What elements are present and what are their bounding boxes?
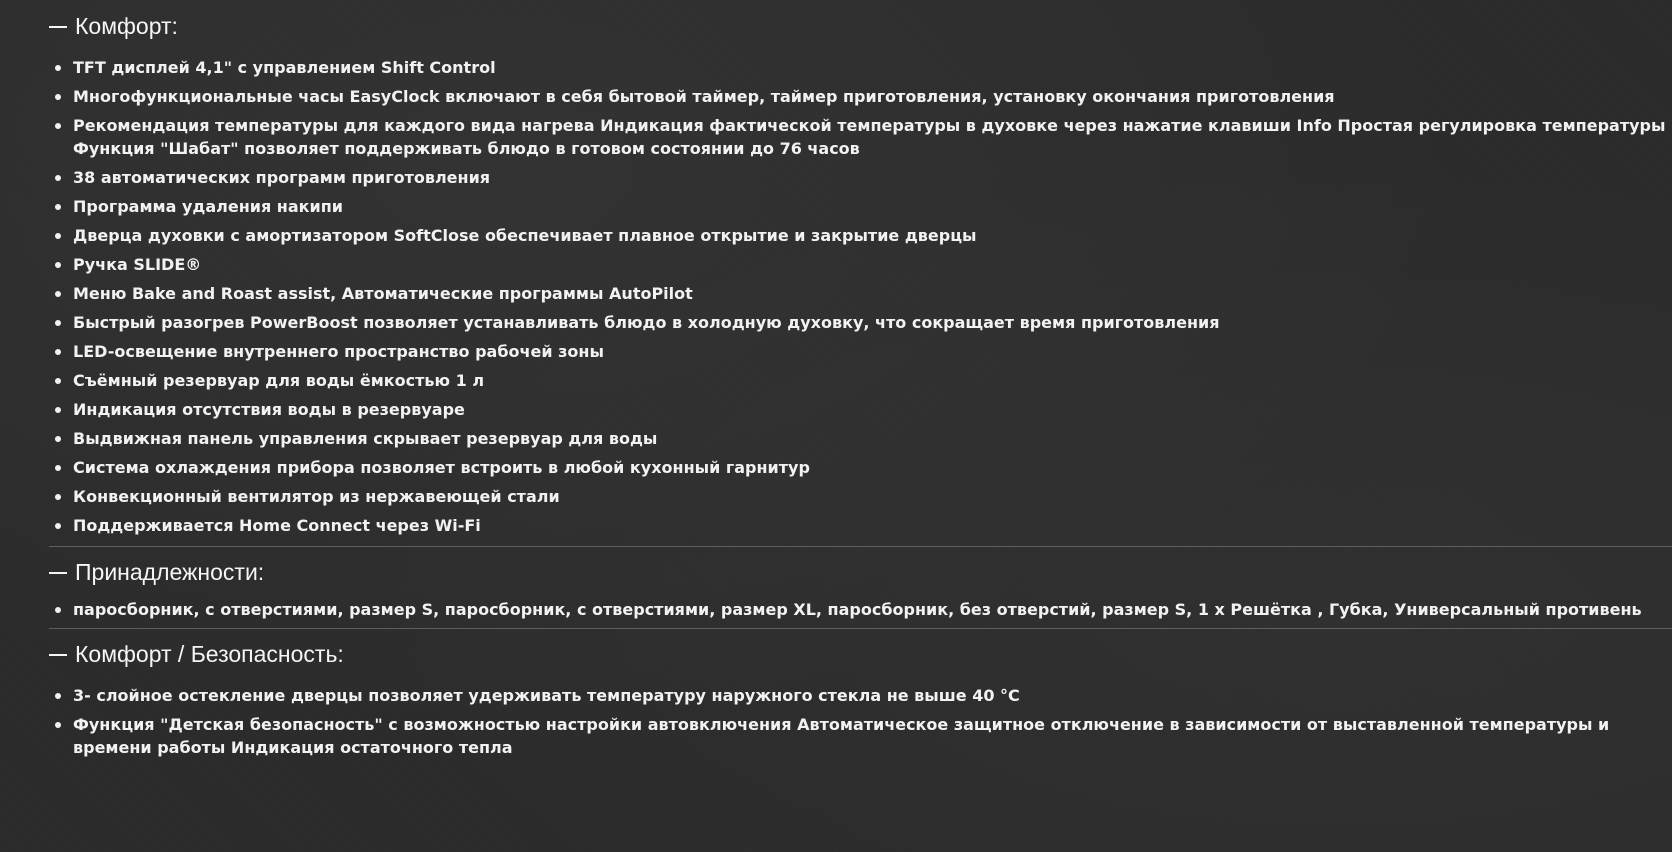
list-item-text: Многофункциональные часы EasyClock включают в себя бытовой таймер, таймер приготовления, установку окончания приготовления [73,87,1335,106]
section-header-comfort-safety[interactable] [49,629,1672,679]
section-header-accessories[interactable] [49,547,1672,597]
bullet-icon [55,523,61,529]
bullet-icon [55,320,61,326]
list-item [49,369,1672,392]
list-item-text: Поддерживается Home Connect через Wi-Fi [73,516,481,535]
list-item-text: паросборник, с отверстиями, размер S, паросборник, с отверстиями, размер XL, паросборник, без отверстий, размер S, 1 x Решётка , Губка, Универсальный противень [73,600,1642,619]
list-item [49,56,1672,79]
list-item [49,85,1672,108]
bullet-icon [55,693,61,699]
safety-list [49,679,1672,771]
section-accessories [49,546,1672,628]
list-item [49,456,1672,479]
section-comfort-safety [49,628,1672,771]
spec-page [0,1,1672,852]
bullet-icon [55,722,61,728]
bullet-icon [55,291,61,297]
list-item [49,224,1672,247]
bullet-icon [55,407,61,413]
list-item-text: Съёмный резервуар для воды ёмкостью 1 л [73,371,485,390]
list-item [49,485,1672,508]
list-item-text: Рекомендация температуры для каждого вида нагрева Индикация фактической температуры в духовке через нажатие клавиши Info Простая регулировка температуры Функция "Шабат" позволяет поддерживать блюдо в готовом состоянии до 76 часов [73,116,1666,158]
list-item-text: 3- слойное остекление дверцы позволяет удерживать температуру наружного стекла не выше 40 °C [73,686,1020,705]
collapse-dash-icon [49,572,67,574]
list-item-text: 38 автоматических программ приготовления [73,168,491,187]
section-comfort [49,1,1672,546]
list-item [49,398,1672,421]
collapse-dash-icon [49,654,67,656]
bullet-icon [55,494,61,500]
list-item [49,114,1672,160]
list-item-text: Дверца духовки с амортизатором SoftClose обеспечивает плавное открытие и закрытие дверцы [73,226,977,245]
bullet-icon [55,436,61,442]
list-item [49,713,1672,759]
list-item [49,427,1672,450]
list-item [49,340,1672,363]
list-item [49,282,1672,305]
list-item-text: TFT дисплей 4,1" с управлением Shift Control [73,58,496,77]
accessories-list [49,597,1672,628]
list-item [49,684,1672,707]
section-header-comfort[interactable] [49,1,1672,51]
list-item [49,195,1672,218]
list-item [49,514,1672,537]
list-item-text: Функция "Детская безопасность" с возможностью настройки автовключения Автоматическое защитное отключение в зависимости от выставленной температуры и времени работы Индикация остаточного тепла [73,715,1610,757]
bullet-icon [55,607,61,613]
list-item-text: Быстрый разогрев PowerBoost позволяет устанавливать блюдо в холодную духовку, что сокращает время приготовления [73,313,1220,332]
bullet-icon [55,262,61,268]
list-item-text: Индикация отсутствия воды в резервуаре [73,400,465,419]
bullet-icon [55,94,61,100]
list-item [49,311,1672,334]
bullet-icon [55,204,61,210]
list-item [49,598,1672,621]
list-item-text: Выдвижная панель управления скрывает резервуар для воды [73,429,658,448]
section-title: Принадлежности: [75,558,265,585]
bullet-icon [55,123,61,129]
bullet-icon [55,349,61,355]
list-item-text: Конвекционный вентилятор из нержавеющей стали [73,487,560,506]
bullet-icon [55,175,61,181]
list-item-text: LED-освещение внутреннего пространство рабочей зоны [73,342,604,361]
list-item-text: Ручка SLIDE® [73,255,202,274]
list-item-text: Меню Bake and Roast assist, Автоматические программы AutoPilot [73,284,693,303]
list-item-text: Программа удаления накипи [73,197,343,216]
feature-list [49,51,1672,546]
bullet-icon [55,378,61,384]
list-item [49,166,1672,189]
list-item-text: Система охлаждения прибора позволяет встроить в любой кухонный гарнитур [73,458,810,477]
section-title: Комфорт / Безопасность: [75,640,344,667]
collapse-dash-icon [49,26,67,28]
section-title: Комфорт: [75,12,178,39]
bullet-icon [55,65,61,71]
bullet-icon [55,233,61,239]
list-item [49,253,1672,276]
bullet-icon [55,465,61,471]
